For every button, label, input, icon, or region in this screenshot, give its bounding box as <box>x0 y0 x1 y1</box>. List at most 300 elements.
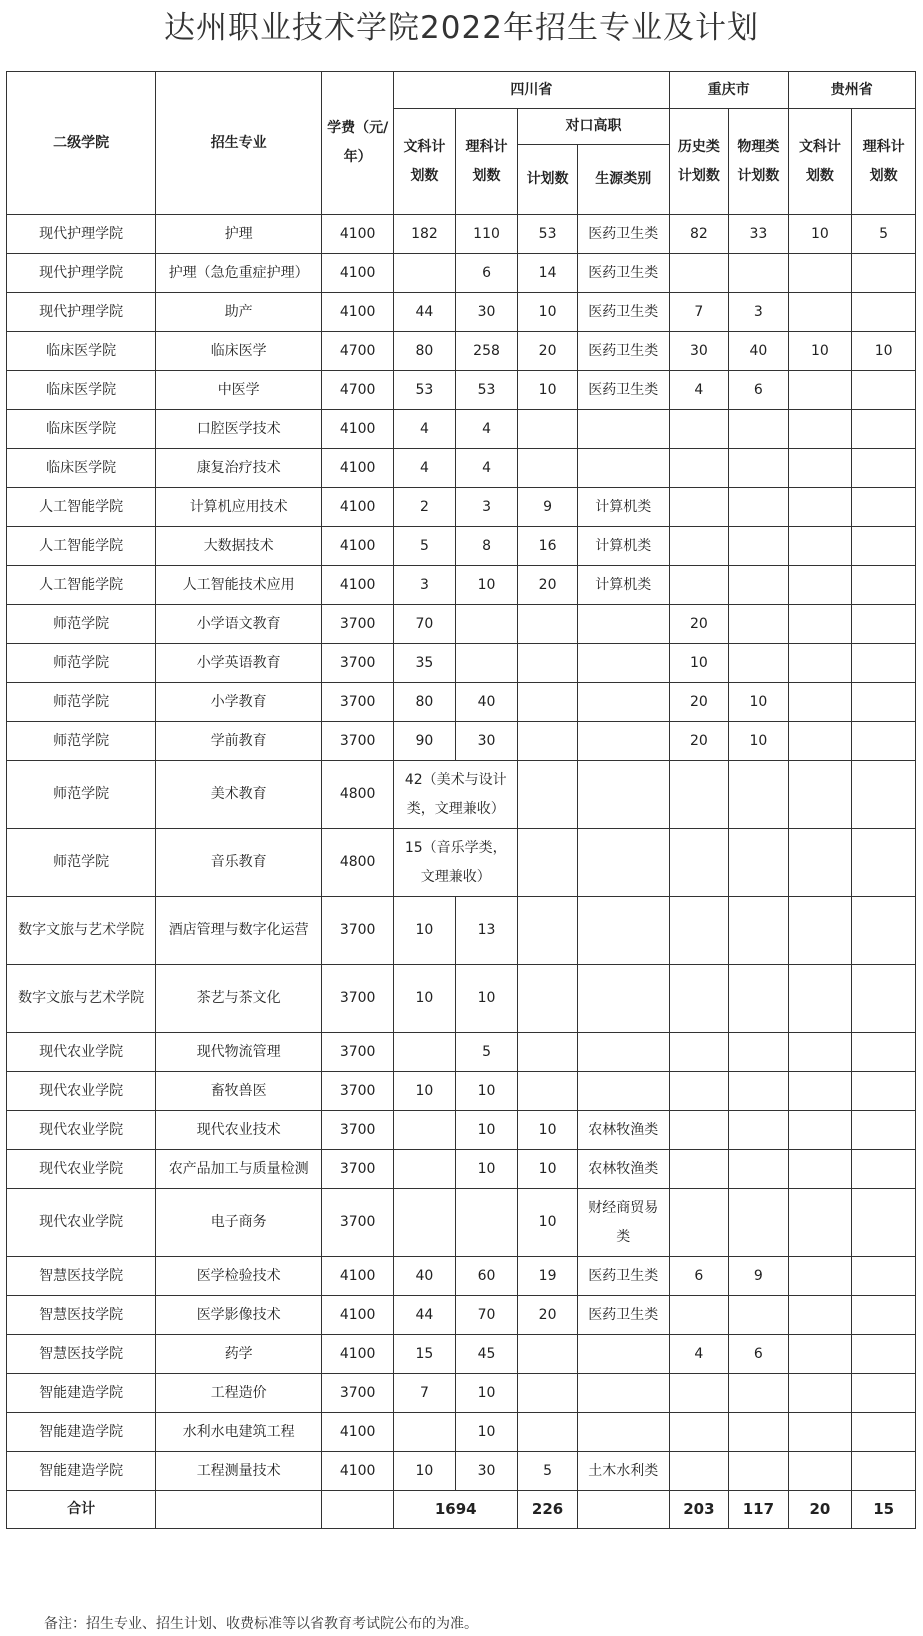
cell-sc-li: 30 <box>455 293 518 332</box>
cell-gz-li <box>852 1189 916 1257</box>
cell-sc-li: 10 <box>455 1413 518 1452</box>
cell-sc-wen: 44 <box>394 1296 456 1335</box>
cell-cq-hist <box>669 829 728 897</box>
cell-gz-wen <box>788 605 852 644</box>
total-dk-plan: 226 <box>518 1491 577 1529</box>
cell-fee: 3700 <box>322 683 394 722</box>
cell-college: 现代农业学院 <box>7 1072 156 1111</box>
table-row <box>7 332 916 371</box>
cell-dk-type <box>577 1374 669 1413</box>
cell-sc-li: 258 <box>455 332 518 371</box>
cell-major: 计算机应用技术 <box>156 488 322 527</box>
cell-major: 医学检验技术 <box>156 1257 322 1296</box>
cell-dk-type: 土木水利类 <box>577 1452 669 1491</box>
cell-dk-plan: 19 <box>518 1257 577 1296</box>
cell-cq-phys: 10 <box>729 722 788 761</box>
cell-sc-li: 8 <box>455 527 518 566</box>
cell-cq-hist <box>669 965 728 1033</box>
cell-dk-type: 医药卫生类 <box>577 293 669 332</box>
cell-gz-wen <box>788 293 852 332</box>
cell-sc-li: 3 <box>455 488 518 527</box>
cell-sc-wen <box>394 254 456 293</box>
cell-dk-type <box>577 644 669 683</box>
cell-fee: 3700 <box>322 1189 394 1257</box>
cell-college: 师范学院 <box>7 683 156 722</box>
cell-college: 人工智能学院 <box>7 527 156 566</box>
cell-cq-hist <box>669 1296 728 1335</box>
cell-major: 茶艺与茶文化 <box>156 965 322 1033</box>
cell-cq-phys: 40 <box>729 332 788 371</box>
cell-sc-wen: 4 <box>394 449 456 488</box>
cell-fee: 4100 <box>322 410 394 449</box>
cell-dk-plan <box>518 1374 577 1413</box>
cell-fee: 4800 <box>322 829 394 897</box>
cell-sc-li <box>455 605 518 644</box>
table-row <box>7 761 916 829</box>
cell-cq-phys <box>729 965 788 1033</box>
table-row <box>7 371 916 410</box>
cell-sc-wen: 3 <box>394 566 456 605</box>
cell-college: 临床医学院 <box>7 449 156 488</box>
cell-major: 小学教育 <box>156 683 322 722</box>
cell-cq-hist <box>669 1413 728 1452</box>
header-gz-li: 理科计划数 <box>852 109 916 215</box>
cell-major: 药学 <box>156 1335 322 1374</box>
total-cq-phys: 117 <box>729 1491 788 1529</box>
cell-gz-li <box>852 1111 916 1150</box>
cell-dk-plan: 10 <box>518 371 577 410</box>
cell-cq-hist: 20 <box>669 722 728 761</box>
cell-college: 师范学院 <box>7 644 156 683</box>
cell-gz-wen: 10 <box>788 332 852 371</box>
cell-gz-wen <box>788 897 852 965</box>
cell-dk-plan <box>518 644 577 683</box>
cell-dk-plan: 20 <box>518 332 577 371</box>
cell-cq-phys <box>729 1452 788 1491</box>
cell-gz-li <box>852 722 916 761</box>
header-fee: 学费（元/年） <box>322 72 394 215</box>
cell-sc-li: 4 <box>455 449 518 488</box>
cell-fee: 3700 <box>322 644 394 683</box>
cell-gz-wen <box>788 1335 852 1374</box>
cell-sc-wen: 10 <box>394 965 456 1033</box>
cell-major: 工程测量技术 <box>156 1452 322 1491</box>
cell-gz-li <box>852 371 916 410</box>
cell-gz-li: 10 <box>852 332 916 371</box>
cell-cq-hist <box>669 488 728 527</box>
cell-college: 现代农业学院 <box>7 1111 156 1150</box>
cell-major: 音乐教育 <box>156 829 322 897</box>
header-dk-plan: 计划数 <box>518 145 577 215</box>
cell-gz-li <box>852 254 916 293</box>
cell-dk-type <box>577 1335 669 1374</box>
cell-gz-li <box>852 1374 916 1413</box>
cell-gz-li <box>852 1452 916 1491</box>
cell-gz-li <box>852 1072 916 1111</box>
cell-cq-hist <box>669 449 728 488</box>
cell-fee: 4100 <box>322 1296 394 1335</box>
cell-cq-phys <box>729 897 788 965</box>
cell-gz-li <box>852 1296 916 1335</box>
cell-gz-li <box>852 683 916 722</box>
cell-sc-wen: 10 <box>394 1072 456 1111</box>
cell-gz-wen <box>788 1413 852 1452</box>
cell-college: 智慧医技学院 <box>7 1335 156 1374</box>
cell-major: 畜牧兽医 <box>156 1072 322 1111</box>
table-row <box>7 897 916 965</box>
footnote: 备注：招生专业、招生计划、收费标准等以省教育考试院公布的为准。 <box>44 1616 478 1632</box>
cell-dk-type: 农林牧渔类 <box>577 1111 669 1150</box>
cell-sc-li: 40 <box>455 683 518 722</box>
cell-sc-wen <box>394 1413 456 1452</box>
cell-major: 电子商务 <box>156 1189 322 1257</box>
cell-dk-plan <box>518 965 577 1033</box>
cell-dk-plan <box>518 1413 577 1452</box>
header-duikou: 对口高职 <box>518 109 669 145</box>
cell-dk-plan <box>518 1335 577 1374</box>
header-chongqing: 重庆市 <box>669 72 788 109</box>
cell-gz-wen <box>788 761 852 829</box>
cell-dk-type: 计算机类 <box>577 527 669 566</box>
table-row <box>7 566 916 605</box>
cell-major: 康复治疗技术 <box>156 449 322 488</box>
cell-cq-phys <box>729 1189 788 1257</box>
table-row <box>7 1452 916 1491</box>
cell-cq-hist: 20 <box>669 605 728 644</box>
table-row <box>7 644 916 683</box>
total-gz-li: 15 <box>852 1491 916 1529</box>
cell-sc-wen: 80 <box>394 683 456 722</box>
cell-college: 数字文旅与艺术学院 <box>7 897 156 965</box>
cell-cq-hist: 7 <box>669 293 728 332</box>
cell-dk-type <box>577 1072 669 1111</box>
cell-sc-wen: 80 <box>394 332 456 371</box>
cell-dk-plan <box>518 449 577 488</box>
cell-fee: 3700 <box>322 1033 394 1072</box>
cell-cq-phys <box>729 1296 788 1335</box>
cell-sc-li: 110 <box>455 215 518 254</box>
cell-cq-hist: 6 <box>669 1257 728 1296</box>
table-row <box>7 527 916 566</box>
cell-gz-li <box>852 761 916 829</box>
total-sichuan: 1694 <box>394 1491 518 1529</box>
cell-major: 大数据技术 <box>156 527 322 566</box>
cell-sc-wen <box>394 1111 456 1150</box>
cell-sc-li: 10 <box>455 1111 518 1150</box>
cell-major: 口腔医学技术 <box>156 410 322 449</box>
cell-major: 助产 <box>156 293 322 332</box>
cell-dk-type: 医药卫生类 <box>577 215 669 254</box>
cell-dk-type: 医药卫生类 <box>577 1296 669 1335</box>
cell-cq-phys <box>729 527 788 566</box>
cell-gz-wen <box>788 449 852 488</box>
cell-sc-li: 6 <box>455 254 518 293</box>
cell-sc-wen: 182 <box>394 215 456 254</box>
cell-dk-plan <box>518 897 577 965</box>
table-row <box>7 1413 916 1452</box>
cell-sc-wen: 40 <box>394 1257 456 1296</box>
table-row <box>7 683 916 722</box>
cell-gz-li <box>852 293 916 332</box>
table-row <box>7 215 916 254</box>
cell-cq-phys: 6 <box>729 1335 788 1374</box>
cell-sc-wen: 5 <box>394 527 456 566</box>
cell-sc-li: 10 <box>455 965 518 1033</box>
cell-sc-wen <box>394 1150 456 1189</box>
cell-sc-li: 13 <box>455 897 518 965</box>
cell-gz-li <box>852 527 916 566</box>
cell-major: 学前教育 <box>156 722 322 761</box>
cell-dk-plan: 10 <box>518 1189 577 1257</box>
cell-fee: 3700 <box>322 1150 394 1189</box>
cell-cq-hist <box>669 897 728 965</box>
cell-gz-li <box>852 1257 916 1296</box>
cell-sc-wen: 7 <box>394 1374 456 1413</box>
cell-sc-li: 45 <box>455 1335 518 1374</box>
cell-college: 现代农业学院 <box>7 1150 156 1189</box>
cell-cq-hist <box>669 566 728 605</box>
table-row <box>7 605 916 644</box>
cell-gz-wen <box>788 254 852 293</box>
cell-dk-type <box>577 605 669 644</box>
cell-gz-wen <box>788 965 852 1033</box>
cell-cq-phys <box>729 1413 788 1452</box>
table-row <box>7 965 916 1033</box>
cell-college: 人工智能学院 <box>7 488 156 527</box>
cell-cq-hist: 4 <box>669 1335 728 1374</box>
header-dk-type: 生源类别 <box>577 145 669 215</box>
cell-gz-li <box>852 605 916 644</box>
cell-cq-phys <box>729 1033 788 1072</box>
cell-dk-type <box>577 829 669 897</box>
header-major: 招生专业 <box>156 72 322 215</box>
cell-major: 人工智能技术应用 <box>156 566 322 605</box>
cell-dk-type <box>577 761 669 829</box>
cell-sc-li: 30 <box>455 722 518 761</box>
cell-college: 智慧医技学院 <box>7 1296 156 1335</box>
header-guizhou: 贵州省 <box>788 72 915 109</box>
cell-dk-type: 医药卫生类 <box>577 371 669 410</box>
cell-sc-li: 10 <box>455 1150 518 1189</box>
cell-gz-li <box>852 566 916 605</box>
cell-gz-wen <box>788 1452 852 1491</box>
cell-cq-hist: 30 <box>669 332 728 371</box>
cell-college: 临床医学院 <box>7 371 156 410</box>
table-row <box>7 410 916 449</box>
cell-dk-plan <box>518 1072 577 1111</box>
cell-gz-wen <box>788 1072 852 1111</box>
cell-dk-type <box>577 1033 669 1072</box>
cell-sc-li: 60 <box>455 1257 518 1296</box>
cell-cq-hist <box>669 254 728 293</box>
cell-sc-li <box>455 1189 518 1257</box>
cell-college: 现代护理学院 <box>7 215 156 254</box>
cell-fee: 4800 <box>322 761 394 829</box>
enrollment-plan-table <box>6 71 916 1529</box>
cell-dk-type <box>577 683 669 722</box>
cell-fee: 4100 <box>322 527 394 566</box>
cell-fee: 4100 <box>322 1452 394 1491</box>
cell-cq-phys: 3 <box>729 293 788 332</box>
table-row <box>7 1189 916 1257</box>
table-row <box>7 1335 916 1374</box>
cell-sc-wen: 10 <box>394 1452 456 1491</box>
cell-sc-wen: 35 <box>394 644 456 683</box>
header-college: 二级学院 <box>7 72 156 215</box>
cell-gz-wen <box>788 1150 852 1189</box>
cell-fee: 4100 <box>322 1413 394 1452</box>
cell-fee: 4100 <box>322 215 394 254</box>
cell-dk-plan: 10 <box>518 1150 577 1189</box>
total-row <box>7 1491 916 1529</box>
cell-dk-plan: 20 <box>518 1296 577 1335</box>
cell-gz-wen <box>788 1189 852 1257</box>
cell-college: 现代护理学院 <box>7 254 156 293</box>
cell-cq-hist <box>669 761 728 829</box>
cell-cq-hist: 82 <box>669 215 728 254</box>
cell-dk-type <box>577 449 669 488</box>
header-sc-wen: 文科计划数 <box>394 109 456 215</box>
cell-sc-wen <box>394 1189 456 1257</box>
cell-cq-phys <box>729 761 788 829</box>
total-cq-hist: 203 <box>669 1491 728 1529</box>
cell-sc-li: 5 <box>455 1033 518 1072</box>
cell-cq-phys <box>729 1374 788 1413</box>
cell-cq-phys <box>729 449 788 488</box>
cell-fee: 3700 <box>322 965 394 1033</box>
cell-sc-li: 10 <box>455 1072 518 1111</box>
cell-cq-hist <box>669 1033 728 1072</box>
cell-college: 智能建造学院 <box>7 1374 156 1413</box>
cell-major: 现代物流管理 <box>156 1033 322 1072</box>
cell-gz-wen <box>788 488 852 527</box>
cell-dk-plan <box>518 1033 577 1072</box>
cell-major: 小学语文教育 <box>156 605 322 644</box>
cell-cq-hist <box>669 410 728 449</box>
cell-gz-wen <box>788 371 852 410</box>
header-sichuan: 四川省 <box>394 72 669 109</box>
cell-gz-li <box>852 1033 916 1072</box>
table-row <box>7 1374 916 1413</box>
cell-major: 现代农业技术 <box>156 1111 322 1150</box>
cell-cq-phys <box>729 1072 788 1111</box>
cell-college: 现代农业学院 <box>7 1033 156 1072</box>
cell-fee: 4700 <box>322 332 394 371</box>
header-gz-wen: 文科计划数 <box>788 109 852 215</box>
cell-sc-wen: 10 <box>394 897 456 965</box>
cell-dk-plan <box>518 683 577 722</box>
cell-gz-wen <box>788 1111 852 1150</box>
cell-sc-li: 10 <box>455 1374 518 1413</box>
cell-gz-wen <box>788 1033 852 1072</box>
table-row <box>7 1072 916 1111</box>
cell-merged: 15（音乐学类，文理兼收） <box>394 829 518 897</box>
cell-cq-phys: 6 <box>729 371 788 410</box>
cell-fee: 3700 <box>322 1072 394 1111</box>
cell-major: 酒店管理与数字化运营 <box>156 897 322 965</box>
cell-dk-type <box>577 410 669 449</box>
table-row <box>7 293 916 332</box>
cell-college: 现代护理学院 <box>7 293 156 332</box>
total-label: 合计 <box>7 1491 156 1529</box>
cell-cq-hist: 20 <box>669 683 728 722</box>
cell-dk-plan: 9 <box>518 488 577 527</box>
cell-fee: 4100 <box>322 566 394 605</box>
header-cq-hist: 历史类计划数 <box>669 109 728 215</box>
cell-fee: 3700 <box>322 605 394 644</box>
cell-sc-wen: 53 <box>394 371 456 410</box>
cell-sc-wen: 2 <box>394 488 456 527</box>
cell-cq-hist <box>669 1189 728 1257</box>
cell-dk-plan <box>518 761 577 829</box>
cell-sc-li: 4 <box>455 410 518 449</box>
cell-gz-li <box>852 829 916 897</box>
cell-gz-li <box>852 897 916 965</box>
cell-fee: 3700 <box>322 1111 394 1150</box>
table-row <box>7 1033 916 1072</box>
cell-sc-wen: 4 <box>394 410 456 449</box>
cell-college: 数字文旅与艺术学院 <box>7 965 156 1033</box>
cell-gz-wen <box>788 566 852 605</box>
cell-cq-hist <box>669 527 728 566</box>
cell-gz-wen <box>788 1296 852 1335</box>
cell-cq-phys <box>729 829 788 897</box>
cell-sc-li: 10 <box>455 566 518 605</box>
cell-dk-type: 计算机类 <box>577 566 669 605</box>
cell-cq-phys: 33 <box>729 215 788 254</box>
cell-cq-phys <box>729 410 788 449</box>
cell-gz-wen <box>788 1374 852 1413</box>
cell-sc-wen: 44 <box>394 293 456 332</box>
cell-gz-wen <box>788 527 852 566</box>
cell-dk-plan <box>518 605 577 644</box>
cell-dk-type: 医药卫生类 <box>577 254 669 293</box>
cell-gz-li: 5 <box>852 215 916 254</box>
cell-dk-plan <box>518 722 577 761</box>
cell-fee: 4100 <box>322 488 394 527</box>
cell-sc-li: 70 <box>455 1296 518 1335</box>
table-row <box>7 722 916 761</box>
header-cq-phys: 物理类计划数 <box>729 109 788 215</box>
cell-college: 师范学院 <box>7 722 156 761</box>
cell-gz-wen <box>788 722 852 761</box>
cell-college: 临床医学院 <box>7 332 156 371</box>
cell-cq-hist: 10 <box>669 644 728 683</box>
page-title: 达州职业技术学院2022年招生专业及计划 <box>164 10 759 46</box>
cell-dk-type: 计算机类 <box>577 488 669 527</box>
cell-dk-type: 财经商贸易类 <box>577 1189 669 1257</box>
cell-major: 美术教育 <box>156 761 322 829</box>
cell-gz-wen <box>788 1257 852 1296</box>
cell-gz-li <box>852 1413 916 1452</box>
cell-dk-type: 医药卫生类 <box>577 332 669 371</box>
cell-dk-plan: 14 <box>518 254 577 293</box>
cell-major: 临床医学 <box>156 332 322 371</box>
cell-sc-wen: 15 <box>394 1335 456 1374</box>
cell-dk-plan: 10 <box>518 293 577 332</box>
cell-college: 师范学院 <box>7 605 156 644</box>
table-row <box>7 829 916 897</box>
cell-sc-li <box>455 644 518 683</box>
cell-fee: 4700 <box>322 371 394 410</box>
cell-cq-phys <box>729 644 788 683</box>
cell-major: 护理（急危重症护理） <box>156 254 322 293</box>
cell-college: 智能建造学院 <box>7 1413 156 1452</box>
cell-cq-hist <box>669 1452 728 1491</box>
cell-major: 水利水电建筑工程 <box>156 1413 322 1452</box>
cell-college: 临床医学院 <box>7 410 156 449</box>
table-row <box>7 488 916 527</box>
